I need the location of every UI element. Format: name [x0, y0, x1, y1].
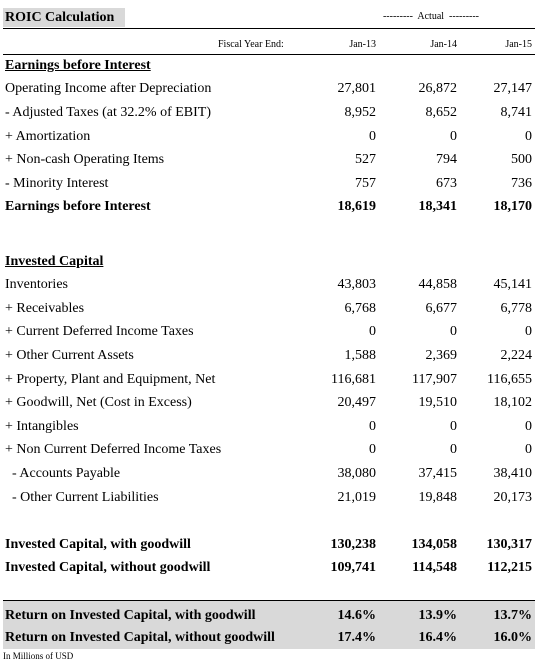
cell-value: 43,803 — [337, 277, 376, 292]
cell-value: 673 — [436, 176, 457, 191]
table-title: ROIC Calculation — [3, 8, 125, 27]
units-footnote: In Millions of USD — [3, 651, 74, 661]
cell-value: 8,952 — [344, 105, 376, 120]
cell-value: 20,497 — [337, 395, 376, 410]
actual-period-label: --------- Actual --------- — [382, 11, 480, 22]
ebi-section-header: Earnings before Interest — [5, 58, 151, 73]
cell-value: 0 — [450, 129, 457, 144]
cell-value: 38,410 — [493, 466, 532, 481]
cell-value: 6,768 — [344, 301, 376, 316]
cell-value: 16.0% — [493, 630, 532, 645]
table-row — [3, 369, 535, 391]
table-row — [3, 345, 535, 367]
cell-value: 37,415 — [418, 466, 457, 481]
cell-value: 117,907 — [412, 372, 457, 387]
period-header: Jan-13 — [349, 39, 376, 50]
table-row — [3, 463, 535, 485]
row-label: + Goodwill, Net (Cost in Excess) — [5, 395, 192, 410]
row-label: + Non-cash Operating Items — [5, 152, 165, 167]
table-row — [3, 321, 535, 343]
cell-value: 27,801 — [337, 81, 376, 96]
ic-section-header: Invested Capital — [5, 254, 104, 269]
row-label: - Accounts Payable — [5, 466, 121, 481]
cell-value: 0 — [369, 442, 376, 457]
cell-value: 14.6% — [337, 608, 376, 623]
cell-value: 0 — [450, 419, 457, 434]
cell-value: 500 — [511, 152, 532, 167]
row-label: Invested Capital, without goodwill — [5, 560, 211, 575]
cell-value: 0 — [525, 419, 532, 434]
roic-row — [3, 605, 535, 627]
cell-value: 18,341 — [418, 199, 457, 214]
cell-value: 6,778 — [500, 301, 532, 316]
cell-value: 20,173 — [493, 490, 532, 505]
row-label: Return on Invested Capital, without goodwill — [5, 630, 275, 645]
table-row — [3, 416, 535, 438]
cell-value: 116,655 — [487, 372, 532, 387]
cell-value: 0 — [450, 324, 457, 339]
roic-row — [3, 627, 535, 649]
cell-value: 19,510 — [418, 395, 457, 410]
cell-value: 38,080 — [337, 466, 376, 481]
fiscal-year-end-label: Fiscal Year End: — [218, 39, 284, 50]
cell-value: 0 — [525, 442, 532, 457]
table-row — [3, 149, 535, 171]
cell-value: 109,741 — [330, 560, 376, 575]
cell-value: 21,019 — [337, 490, 376, 505]
cell-value: 112,215 — [487, 560, 532, 575]
row-label: + Current Deferred Income Taxes — [5, 324, 194, 339]
cell-value: 18,170 — [493, 199, 532, 214]
roic-divider — [3, 600, 535, 601]
cell-value: 19,848 — [418, 490, 457, 505]
table-row — [3, 392, 535, 414]
cell-value: 44,858 — [418, 277, 457, 292]
cell-value: 26,872 — [418, 81, 457, 96]
cell-value: 18,102 — [493, 395, 532, 410]
table-row — [3, 78, 535, 100]
cell-value: 16.4% — [418, 630, 457, 645]
ic-section-header-row — [3, 251, 535, 273]
period-header: Jan-15 — [505, 39, 532, 50]
table-row — [3, 298, 535, 320]
cell-value: 134,058 — [411, 537, 457, 552]
period-header: Jan-14 — [430, 39, 457, 50]
ic-total-row — [3, 534, 535, 556]
cell-value: 8,741 — [500, 105, 532, 120]
row-label: + Property, Plant and Equipment, Net — [5, 372, 216, 387]
cell-value: 13.7% — [493, 608, 532, 623]
row-label: + Other Current Assets — [5, 348, 134, 363]
table-row — [3, 487, 535, 509]
ebi-section-header-row — [3, 55, 535, 77]
ic-total-row — [3, 557, 535, 579]
cell-value: 6,677 — [425, 301, 457, 316]
row-label: + Non Current Deferred Income Taxes — [5, 442, 222, 457]
cell-value: 757 — [355, 176, 376, 191]
row-label: Invested Capital, with goodwill — [5, 537, 191, 552]
cell-value: 13.9% — [418, 608, 457, 623]
cell-value: 116,681 — [331, 372, 376, 387]
cell-value: 0 — [450, 442, 457, 457]
cell-value: 736 — [511, 176, 532, 191]
table-row — [3, 173, 535, 195]
cell-value: 130,317 — [486, 537, 532, 552]
cell-value: 17.4% — [337, 630, 376, 645]
cell-value: 0 — [525, 129, 532, 144]
cell-value: 0 — [369, 324, 376, 339]
cell-value: 27,147 — [493, 81, 532, 96]
cell-value: 114,548 — [412, 560, 457, 575]
cell-value: 0 — [525, 324, 532, 339]
row-label: - Minority Interest — [5, 176, 109, 191]
row-label: Operating Income after Depreciation — [5, 81, 212, 96]
cell-value: 2,369 — [425, 348, 457, 363]
cell-value: 0 — [369, 129, 376, 144]
row-label: + Intangibles — [5, 419, 79, 434]
table-row — [3, 102, 535, 124]
table-row — [3, 126, 535, 148]
cell-value: 0 — [369, 419, 376, 434]
cell-value: 527 — [355, 152, 376, 167]
row-label: - Other Current Liabilities — [5, 490, 159, 505]
cell-value: 794 — [436, 152, 457, 167]
row-label: + Receivables — [5, 301, 85, 316]
cell-value: 8,652 — [425, 105, 457, 120]
cell-value: 45,141 — [493, 277, 532, 292]
row-label: Inventories — [5, 277, 68, 292]
cell-value: 18,619 — [337, 199, 376, 214]
fiscal-year-row — [3, 36, 535, 52]
ebi-total-row — [3, 196, 535, 218]
row-label: Return on Invested Capital, with goodwill — [5, 608, 256, 623]
row-label: Earnings before Interest — [5, 199, 151, 214]
title-bar — [3, 8, 535, 29]
row-label: - Adjusted Taxes (at 32.2% of EBIT) — [5, 105, 211, 120]
cell-value: 130,238 — [330, 537, 376, 552]
cell-value: 2,224 — [500, 348, 532, 363]
row-label: + Amortization — [5, 129, 91, 144]
table-row — [3, 274, 535, 296]
table-row — [3, 439, 535, 461]
cell-value: 1,588 — [344, 348, 376, 363]
